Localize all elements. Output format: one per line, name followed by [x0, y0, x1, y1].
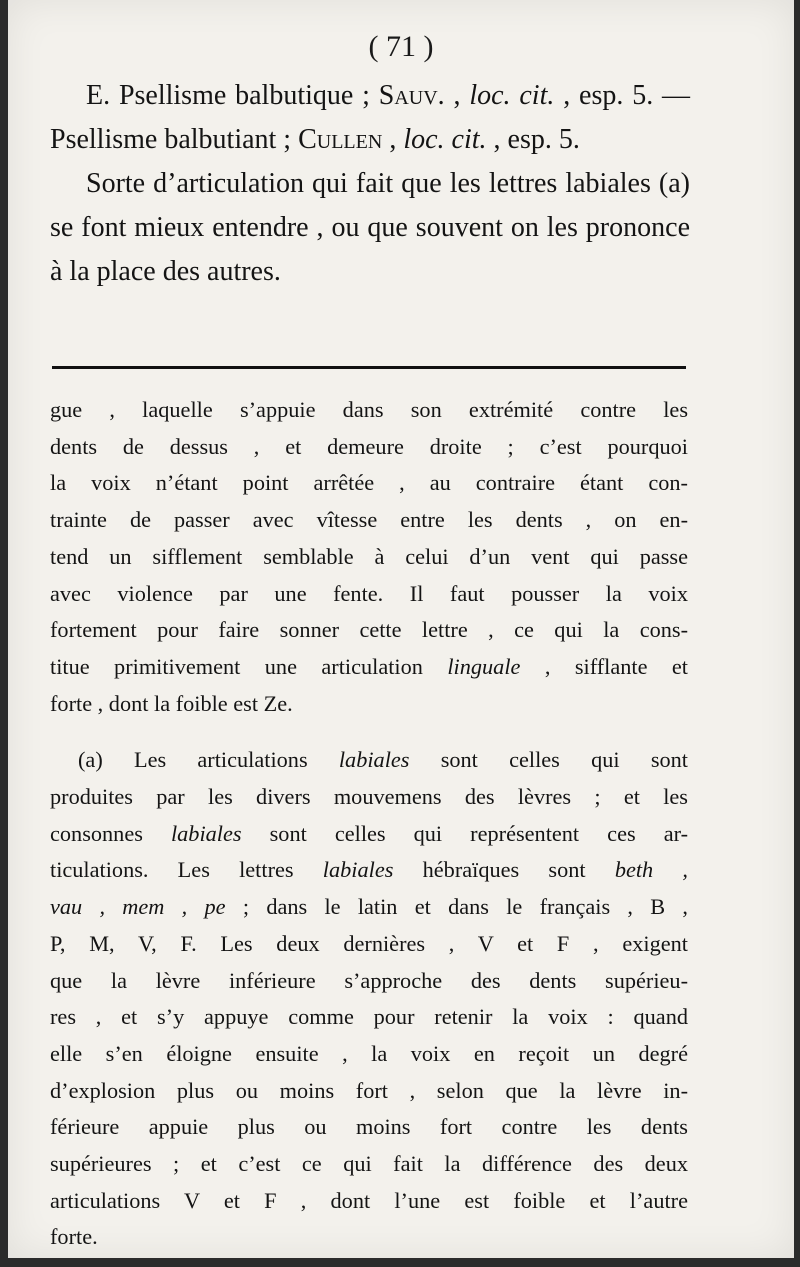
text-line: (a) Les articulations labiales sont celles qui sont	[78, 747, 688, 773]
text-line: articulations V et F , dont l’une est foible et l’autre	[50, 1187, 688, 1213]
main-entry	[50, 74, 690, 294]
entry-letter: E.	[86, 80, 111, 111]
text-line: titue primitivement une articulation linguale , sifflante et	[50, 653, 688, 679]
entry-definition: Sorte d’articulation qui fait que les lettres labiales (a) se font mieux entendre , ou que souvent on les prononce à la place des autres.	[50, 168, 690, 287]
footnote-divider	[52, 366, 686, 369]
author-cullen: Cullen	[298, 124, 383, 155]
page-number: ( 71 )	[368, 30, 434, 63]
text-line: férieure appuie plus ou moins fort contre les dents	[50, 1114, 688, 1140]
continued-footnote	[50, 392, 688, 722]
text-line: supérieures ; et c’est ce qui fait la différence des deux	[50, 1151, 688, 1177]
text-line: tend un sifflement semblable à celui d’un vent qui passe	[50, 543, 688, 569]
text-line: d’explosion plus ou moins fort , selon que la lèvre in-	[50, 1077, 688, 1103]
text-line: que la lèvre inférieure s’approche des dents supérieu-	[50, 967, 688, 993]
text-line: consonnes labiales sont celles qui représentent ces ar-	[50, 820, 688, 846]
text-line: trainte de passer avec vîtesse entre les dents , on en-	[50, 507, 688, 533]
footnote-a	[50, 742, 688, 779]
text-line: la voix n’étant point arrêtée , au contraire étant con-	[50, 470, 688, 496]
text-line: forte , dont la foible est Ze.	[50, 690, 293, 716]
text-line: P, M, V, F. Les deux dernières , V et F , exigent	[50, 930, 688, 956]
entry-heading: E. Psellisme balbutique ; Sauv. , loc. cit. , esp. 5. — Psellisme balbutiant ; Cullen , loc. cit. , esp. 5.	[50, 80, 691, 155]
text-line: elle s’en éloigne ensuite , la voix en reçoit un degré	[50, 1040, 688, 1066]
text-line: res , et s’y appuye comme pour retenir la voix : quand	[50, 1004, 688, 1030]
footnote-area	[50, 392, 688, 1256]
footnote-ref: (a)	[658, 168, 690, 199]
text-line: gue , laquelle s’appuie dans son extrémité contre les	[50, 397, 688, 422]
text-line: vau , mem , pe ; dans le latin et dans le français , B ,	[50, 894, 688, 920]
text-line: dents de dessus , et demeure droite ; c’est pourquoi	[50, 433, 688, 459]
text-line: fortement pour faire sonner cette lettre , ce qui la cons-	[50, 617, 688, 643]
footnote-a-body	[50, 779, 688, 1256]
text-line: avec violence par une fente. Il faut pousser la voix	[50, 580, 688, 606]
text-line: produites par les divers mouvemens des lèvres ; et les	[50, 784, 688, 810]
author-sauv: Sauv.	[378, 80, 445, 111]
text-line: forte.	[50, 1224, 98, 1250]
book-page	[8, 0, 794, 1258]
text-line: ticulations. Les lettres labiales hébraïques sont beth ,	[50, 857, 688, 883]
